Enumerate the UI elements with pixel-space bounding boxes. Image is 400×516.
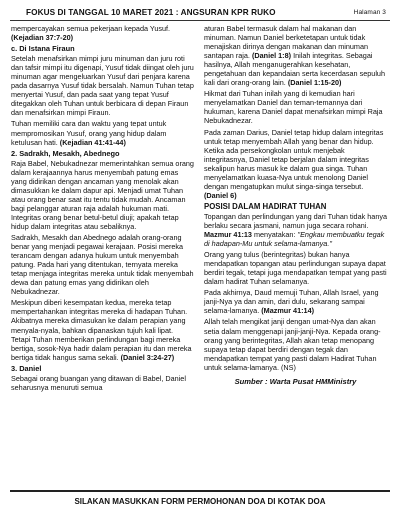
paragraph (204, 24, 387, 87)
section-heading: 3. Daniel (11, 363, 42, 373)
scripture-reference: (Daniel 6) (204, 190, 237, 200)
paragraph: Setelah menafsirkan mimpi juru minuman dan juru roti dan tafsir mimpi itu digenapi, Yusuf tidak diingat oleh juru minuman agar mengeluarkan Yusuf dari penjara karena pada dasarnya Yusuf tidak bersalah. Namun Tuhan tetap menyertai Yusuf, dan pada saat yang tepat Yusuf ditegakkan oleh Tuhan untuk berbicara di depan Firaun dan menafsirkan mimpi Firaun. (11, 54, 194, 118)
source-credit: Sumber : Warta Pusat HMMinistry (234, 376, 357, 386)
section-heading: POSISI DALAM HADIRAT TUHAN (204, 201, 327, 211)
page-number: Halaman 3 (353, 9, 386, 16)
right-column (204, 24, 387, 388)
paragraph-text: Tuhan memiliki cara dan waktu yang tepat untuk mempromosikan Yusuf, orang yang hidup dalam ketulusan hati. (11, 119, 167, 147)
paragraph-text: menyatakan: (251, 230, 298, 240)
scripture-reference: (Kejadian 41:41-44) (59, 137, 126, 147)
paragraph-text: Meskipun diberi kesempatan kedua, mereka tetap mempertahankan integritas mereka di hadapan Tuhan. Akibatnya mereka dimasukan ke dalam perapian yang menyala-nyala, bahkan dipanaskan tujuh kali lipat. Tetapi Tuhan memberikan perlindungan bagi mereka bertiga, sosok-Nya hadir dalam perapian itu dan mereka bertiga tidak hangus sama sekali. (11, 298, 192, 362)
paragraph (11, 24, 194, 42)
scripture-quote: "Engkau membuatku tegak di hadapan-Mu untuk selama-lamanya." (204, 230, 385, 249)
left-column (11, 24, 194, 394)
section-heading: c. Di Istana Firaun (11, 44, 75, 54)
page-header (10, 8, 390, 21)
paragraph-text: Pada zaman Darius, Daniel tetap hidup dalam integritas untuk tetap menyembah Allah yang benar dan hidup. Ketika ada persekongkolan untuk menjebak integritasnya, Daniel tetap berjalan dalam integritas sekalipun harus masuk ke dalam gua singa. Tuhan menyelamatkan kuasa-Nya untuk menolong Daniel dengan mengatupkan mulut singa-singa tersebut. (204, 127, 384, 191)
paragraph (204, 128, 387, 200)
scripture-reference: (Daniel 3:24-27) (120, 352, 175, 362)
paragraph: Sebagai orang buangan yang ditawan di Babel, Daniel seharusnya menuruti semua (11, 373, 186, 392)
paragraph (11, 298, 194, 361)
paragraph-text: aturan Babel termasuk dalam hal makanan dan minuman. Namun Daniel berketetapan untuk tidak menajiskan dirinya dengan makanan dan minuman santapan raja. (204, 24, 369, 61)
paragraph (11, 119, 194, 146)
paragraph-text: mempercayakan semua pekerjaan kepada Yusuf. (11, 24, 171, 33)
paragraph-text: Topangan dan perlindungan yang dari Tuhan tidak hanya berlaku secara jasmani, namun juga secara rohani. (204, 211, 388, 230)
page-footer (10, 490, 390, 506)
paragraph-text: Pada akhirnya, Daud memuji Tuhan, Allah Israel, yang janji-Nya ya dan amin, dari dulu, sekarang sampai selama-lamanya. (204, 288, 379, 316)
header-title: FOKUS DI TANGGAL 10 MARET 2021 : ANGSURAN KPR RUKO (26, 8, 276, 17)
paragraph (204, 212, 387, 248)
paragraph: Orang yang tulus (berintegritas) bukan hanya mendapatkan topangan atau perlindungan supaya dapat berdiri tegak, tetapi juga mendapatkan tempat yang pasti dalam hadirat Tuhan selamanya. (204, 250, 387, 287)
scripture-reference: (Mazmur 41:14) (261, 306, 315, 316)
scripture-reference: (Daniel 1:15-20) (287, 78, 342, 88)
footer-notice: SILAKAN MASUKKAN FORM PERMOHONAN DOA DI KOTAK DOA (74, 497, 326, 506)
paragraph-text: Inilah integritas. Sebagai hasilnya, Allah menganugerahkan kesehatan, pengetahuan dan kepandaian serta kecerdasan sepuluh kali dari orang-orang lain. (204, 51, 385, 88)
scripture-reference: (Daniel 1:8) (251, 51, 292, 61)
paragraph: Hikmat dari Tuhan inilah yang di kemudian hari menyelamatkan Daniel dan teman-temannya dari hukuman, karena Daniel dapat menafsirkan mimpi Raja Nebukadnezar. (204, 89, 383, 126)
section-heading: 2. Sadrakh, Mesakh, Abednego (11, 148, 120, 158)
paragraph: Allah telah mengikat janji dengan umat-Nya dan akan setia dalam menggenapi janji-janji-Nya. Kepada orang-orang yang berintegritas, Allah akan tetap menopang supaya tetap dapat berdiri dengan tegak dan mendapatkan tempat yang pasti dalam Hadirat Tuhan untuk selama-lamanya. (NS) (204, 317, 381, 372)
paragraph (204, 288, 387, 315)
scripture-reference: (Kejadian 37:7-20) (11, 33, 74, 43)
paragraph: Sadrakh, Mesakh dan Abednego adalah orang-orang benar yang menjadi pegawai kerajaan. Posisi mereka terancam dengan adanya hukum untuk menyembah patung. Pada hari yang ditentukan, ternyata mereka tetap menjaga integritas mereka untuk tidak menyembah dewa dan patung emas yang didirikan oleh Nebukadnezar. (11, 233, 194, 297)
paragraph: Raja Babel, Nebukadnezar memerintahkan semua orang dalam kerajaannya harus menyembah patung emas yang didirikan dengan ancaman yang menolak akan dimasukkan ke dalam dapur api. Menjadi umat Tuhan atau orang benar saat itu tentu tidak mudah. Ancaman bagi pelanggar aturan raja adalah hukuman mati. Integritas orang benar betul-betul diuji; apakah tetap hidup dalam integritas atau sebaliknya. (11, 158, 194, 231)
scripture-reference: Mazmur 41:13 (204, 230, 252, 240)
